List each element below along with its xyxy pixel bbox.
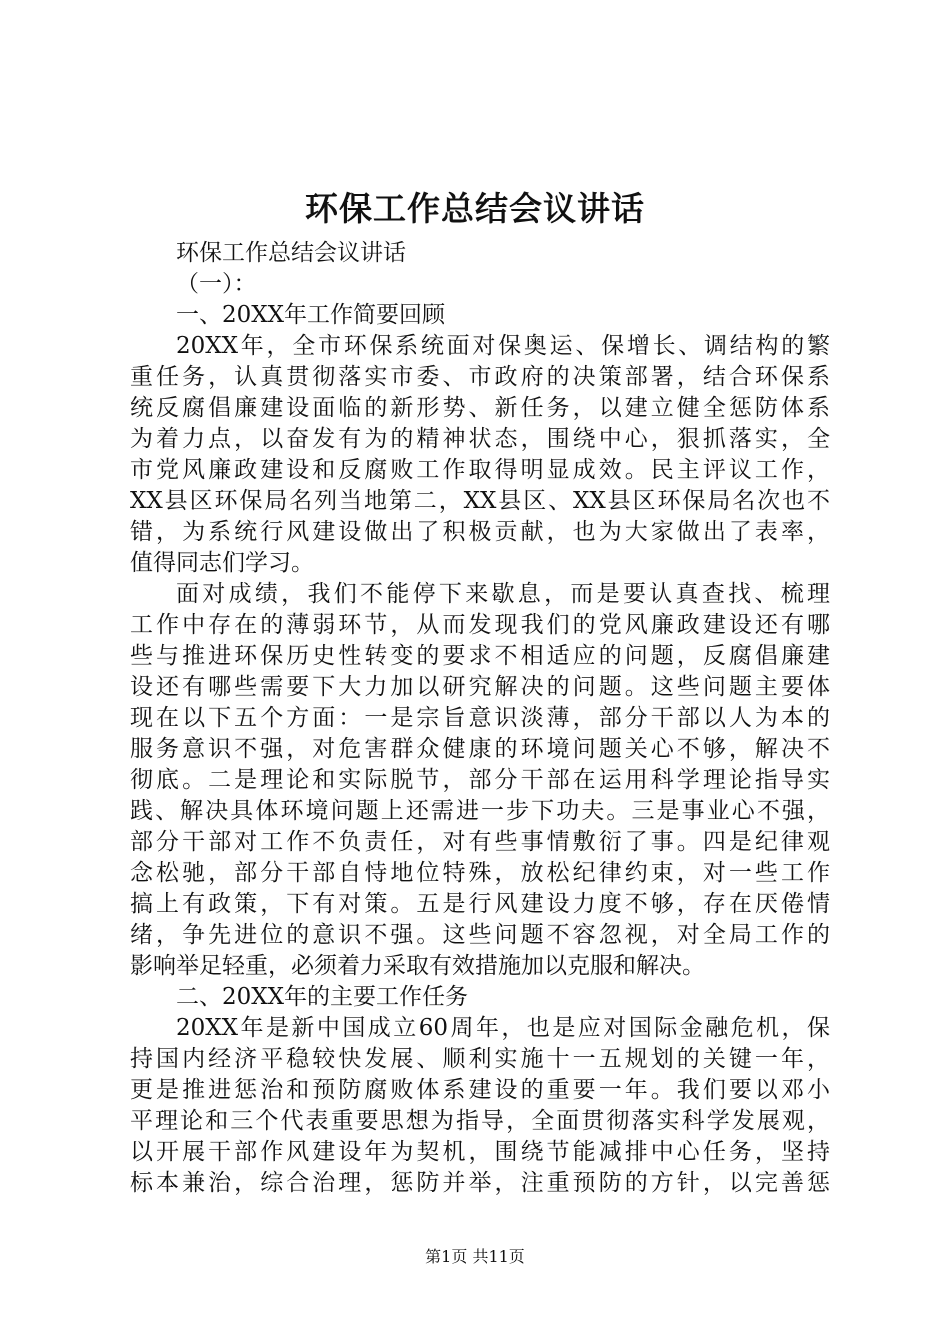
text-line: 绪，争先进位的意识不强。这些问题不容忽视，对全局工作的 xyxy=(130,922,830,948)
text-line: 搞上有政策，下有对策。五是行风建设力度不够，存在厌倦情 xyxy=(130,891,830,917)
text-line: 环保工作总结会议讲话 xyxy=(176,240,406,266)
text-line: 值得同志们学习。 xyxy=(130,550,314,576)
text-line: （一）： xyxy=(176,271,257,297)
text-line: 20XX年，全市环保系统面对保奥运、保增长、调结构的繁 xyxy=(176,333,830,359)
page-footer: 第1页 共11页 xyxy=(425,1247,525,1266)
text-line: 市党风廉政建设和反腐败工作取得明显成效。民主评议工作， xyxy=(130,457,830,483)
document-title: 环保工作总结会议讲话 xyxy=(305,189,645,228)
text-line: 影响举足轻重，必须着力采取有效措施加以克服和解决。 xyxy=(130,953,705,979)
text-line: 彻底。二是理论和实际脱节，部分干部在运用科学理论指导实 xyxy=(130,767,830,793)
text-line: 工作中存在的薄弱环节，从而发现我们的党风廉政建设还有哪 xyxy=(130,612,830,638)
text-line: 现在以下五个方面：一是宗旨意识淡薄，部分干部以人为本的 xyxy=(130,705,830,731)
text-line: 二、20XX年的主要工作任务 xyxy=(176,984,469,1010)
text-line: 统反腐倡廉建设面临的新形势、新任务，以建立健全惩防体系 xyxy=(130,395,830,421)
text-line: 平理论和三个代表重要思想为指导，全面贯彻落实科学发展观， xyxy=(130,1108,830,1134)
text-line: 以开展干部作风建设年为契机，围绕节能减排中心任务，坚持 xyxy=(130,1139,830,1165)
text-line: 更是推进惩治和预防腐败体系建设的重要一年。我们要以邓小 xyxy=(130,1077,830,1103)
text-line: 部分干部对工作不负责任，对有些事情敷衍了事。四是纪律观 xyxy=(130,829,830,855)
text-line: 重任务，认真贯彻落实市委、市政府的决策部署，结合环保系 xyxy=(130,364,830,390)
text-line: 面对成绩，我们不能停下来歇息，而是要认真查找、梳理 xyxy=(176,581,830,607)
text-line: 念松驰，部分干部自恃地位特殊，放松纪律约束，对一些工作 xyxy=(130,860,830,886)
text-line: 一、20XX年工作简要回顾 xyxy=(176,302,446,328)
text-line: 设还有哪些需要下大力加以研究解决的问题。这些问题主要体 xyxy=(130,674,830,700)
document-body xyxy=(130,238,830,1199)
text-line: XX县区环保局名列当地第二，XX县区、XX县区环保局名次也不 xyxy=(130,488,830,514)
text-line: 错，为系统行风建设做出了积极贡献，也为大家做出了表率， xyxy=(130,519,830,545)
text-line: 践、解决具体环境问题上还需进一步下功夫。三是事业心不强， xyxy=(130,798,830,824)
text-line: 标本兼治，综合治理，惩防并举，注重预防的方针，以完善惩 xyxy=(130,1170,830,1196)
text-line: 些与推进环保历史性转变的要求不相适应的问题，反腐倡廉建 xyxy=(130,643,830,669)
text-line: 为着力点，以奋发有为的精神状态，围绕中心，狠抓落实，全 xyxy=(130,426,830,452)
text-line: 20XX年是新中国成立60周年，也是应对国际金融危机，保 xyxy=(176,1015,830,1041)
text-line: 持国内经济平稳较快发展、顺利实施十一五规划的关键一年， xyxy=(130,1046,830,1072)
text-line: 服务意识不强，对危害群众健康的环境问题关心不够，解决不 xyxy=(130,736,830,762)
